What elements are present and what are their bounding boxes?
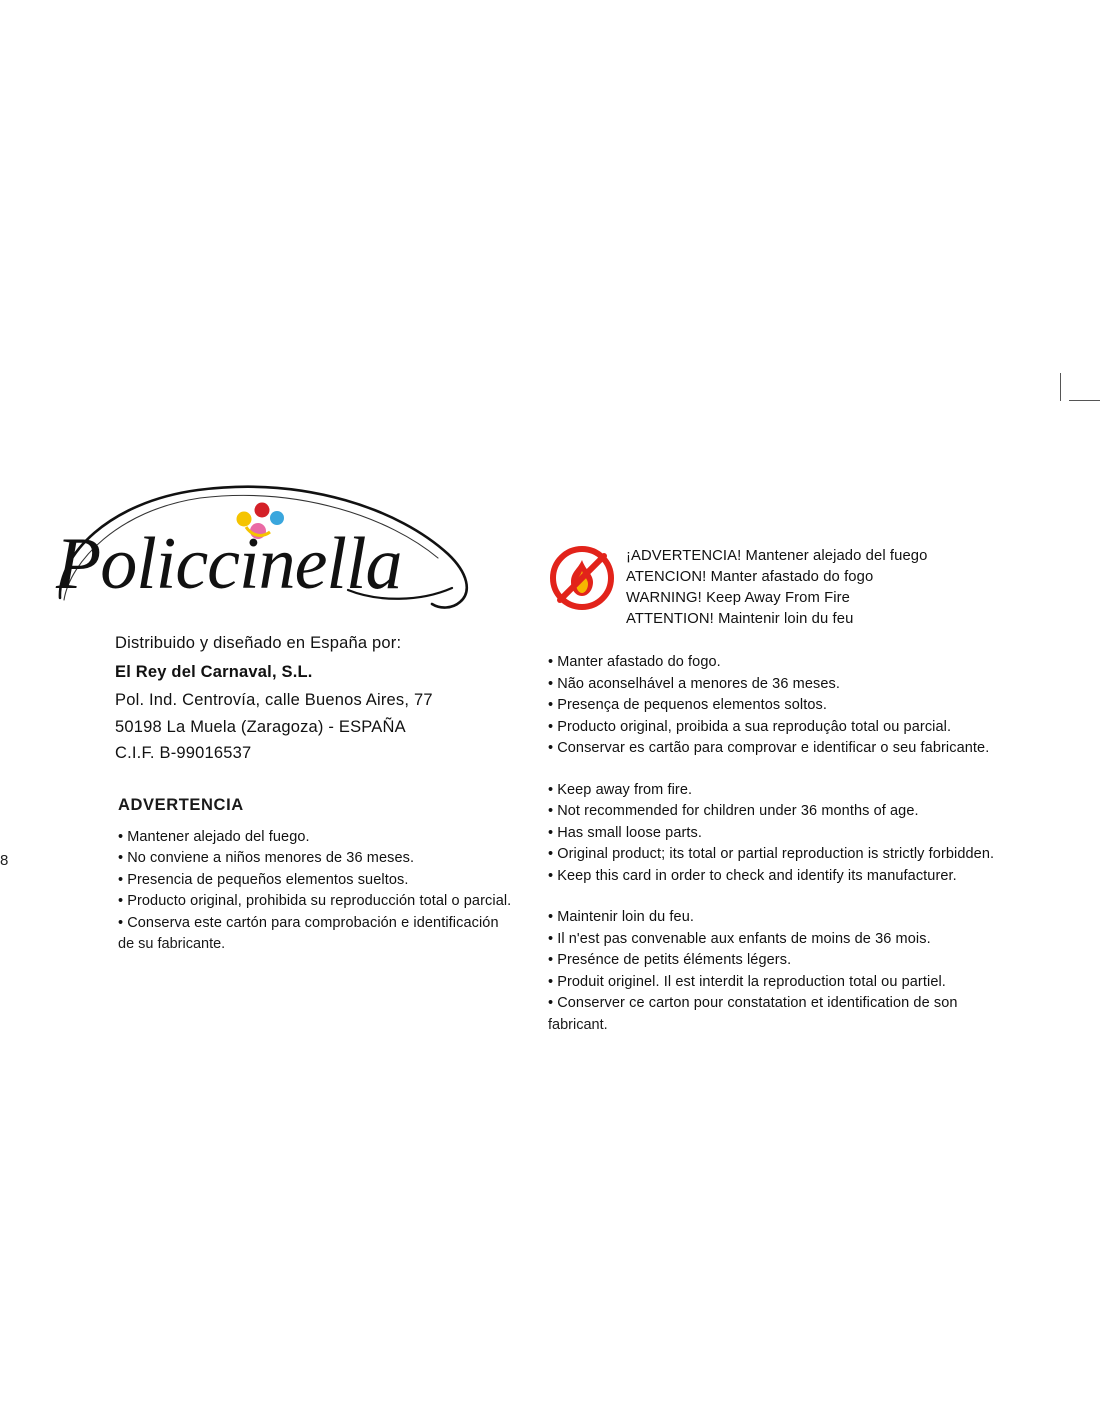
distributor-company: El Rey del Carnaval, S.L. [115, 662, 313, 681]
portuguese-warning-list [548, 652, 1048, 760]
distributor-city: 50198 La Muela (Zaragoza) - ESPAÑA [115, 717, 406, 736]
crop-mark-horizontal [1069, 400, 1100, 401]
distributor-tax-id: C.I.F. B-99016537 [115, 744, 252, 762]
svg-text:Policcinella: Policcinella [56, 523, 402, 605]
warning-header-block [548, 538, 1048, 630]
list-item: • Keep this card in order to check and identify its manufacturer. [548, 867, 957, 884]
crop-mark-vertical [1060, 373, 1061, 401]
list-item: • Maintenir loin du feu. [548, 909, 694, 925]
warning-line-fr: ATTENTION! Maintenir loin du feu [626, 611, 854, 627]
spanish-warning-title: ADVERTENCIA [118, 795, 244, 814]
list-item: • Has small loose parts. [548, 824, 703, 841]
warning-header-lines [626, 538, 927, 630]
list-item: • Producto original, prohibida su reproducción total o parcial. [118, 893, 512, 909]
list-item: • Presencia de pequeños elementos sueltos. [118, 871, 409, 888]
list-item: • Mantener alejado del fuego. [118, 828, 310, 845]
list-item: • Produit originel. Il est interdit la reproduction total ou partiel. [548, 973, 946, 990]
spanish-list-continuation: de su fabricante. [118, 936, 226, 952]
list-item: • Il n'est pas convenable aux enfants de moins de 36 mois. [548, 930, 931, 947]
left-column [48, 470, 518, 956]
no-fire-icon [548, 544, 616, 612]
list-item: • Presénce de petits éléments légers. [548, 952, 792, 968]
english-warning-list [548, 780, 1048, 888]
french-list-continuation: fabricant. [548, 1016, 608, 1033]
right-column [548, 538, 1048, 1036]
list-item: • Original product; its total or partial reproduction is strictly forbidden. [548, 846, 995, 862]
brand-logo [48, 470, 473, 620]
french-warning-list [548, 907, 1048, 1036]
list-item: • Conservar es cartão para comprovar e identificar o seu fabricante. [548, 740, 990, 756]
list-item: • No conviene a niños menores de 36 meses. [118, 850, 415, 866]
list-item: • Conserver ce carton pour constatation et identification de son [548, 995, 958, 1011]
warning-line-pt: ATENCION! Manter afastado do fogo [626, 569, 874, 585]
list-item: • Keep away from fire. [548, 781, 693, 798]
list-item: • Não aconselhável a menores de 36 meses. [548, 675, 840, 692]
list-item: • Conserva este cartón para comprobación e identificación [118, 914, 499, 931]
distributor-street: Pol. Ind. Centrovía, calle Buenos Aires, 77 [115, 691, 433, 709]
spanish-warning-list [118, 827, 518, 956]
list-item: • Producto original, proibida a sua reproduçâo total ou parcial. [548, 718, 952, 735]
page-number: 8 [0, 852, 9, 869]
list-item: • Not recommended for children under 36 months of age. [548, 803, 919, 819]
list-item: • Manter afastado do fogo. [548, 654, 721, 670]
warning-line-en: WARNING! Keep Away From Fire [626, 590, 850, 606]
warning-line-es: ¡ADVERTENCIA! Mantener alejado del fuego [626, 548, 928, 564]
policcinella-logo-artwork [48, 470, 473, 620]
list-item: • Presença de pequenos elementos soltos. [548, 697, 827, 713]
distributor-intro: Distribuido y diseñado en España por: [115, 634, 402, 652]
distributor-block [115, 630, 518, 767]
